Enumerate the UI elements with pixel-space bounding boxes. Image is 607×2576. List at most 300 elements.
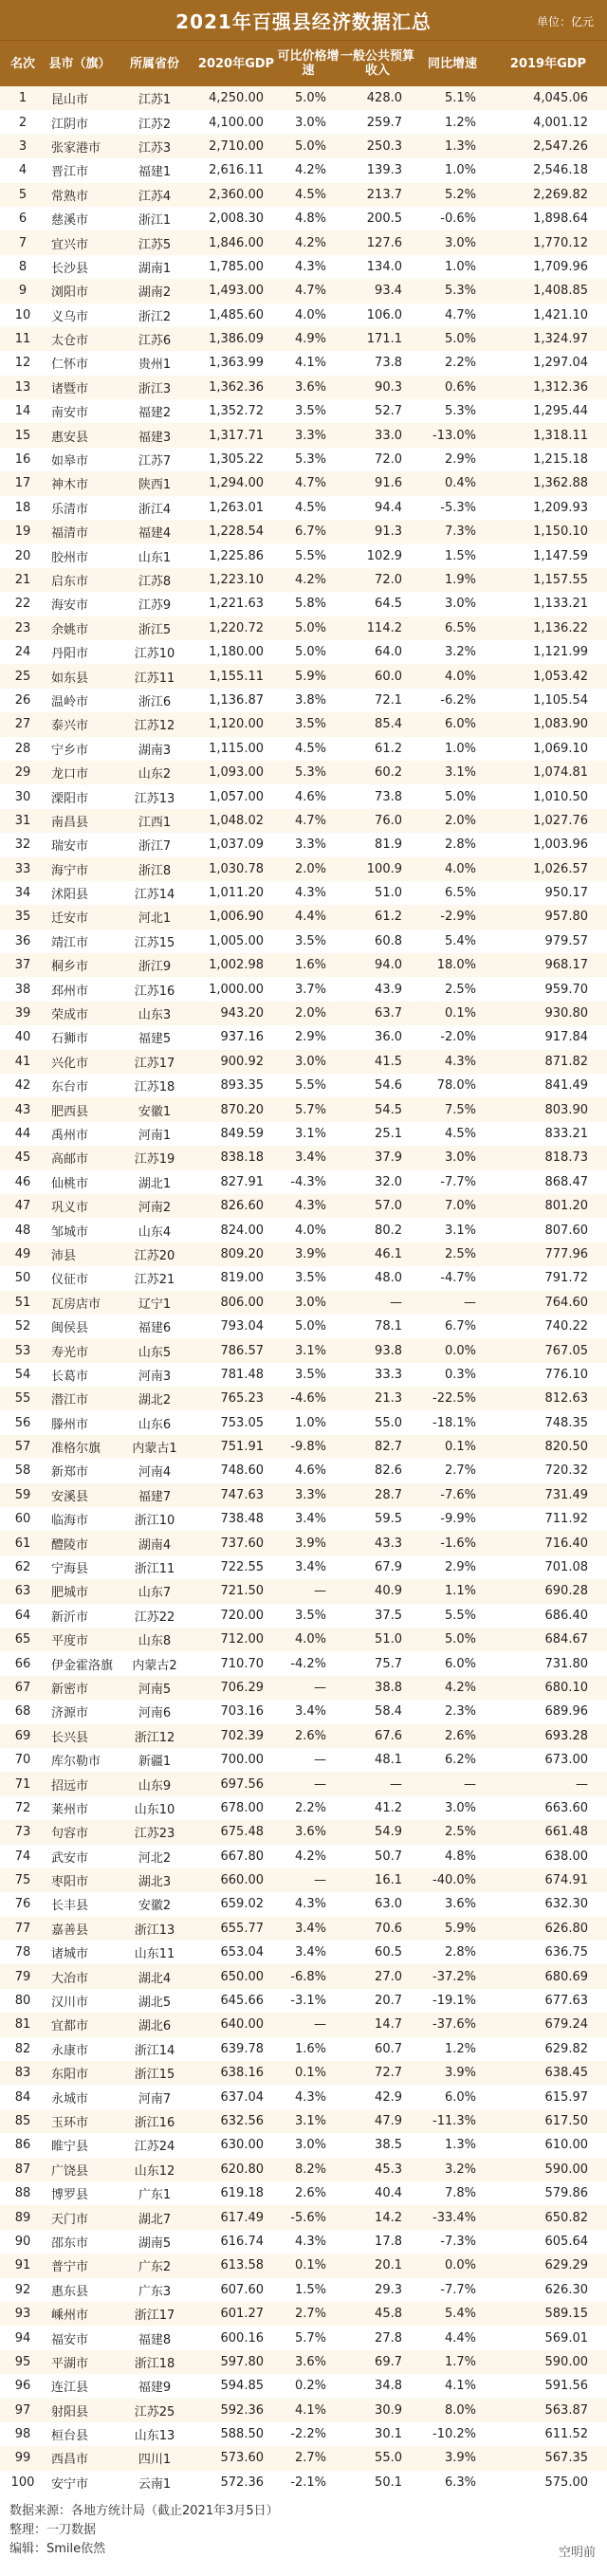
rank-cell: 17 <box>14 476 31 491</box>
yoy-cell: 1.7% <box>444 2354 476 2369</box>
county-cell: 昆山市 <box>51 93 89 108</box>
gdp2020-cell: 737.60 <box>220 1536 264 1551</box>
province-cell: 江苏15 <box>134 935 175 950</box>
province-cell: 浙江16 <box>134 2116 175 2130</box>
table-row <box>0 351 607 375</box>
revenue-cell: 81.9 <box>375 837 402 853</box>
revenue-cell: 72.1 <box>375 692 402 708</box>
gdp2019-cell: 833.21 <box>544 1126 588 1141</box>
gdp2020-cell: 809.20 <box>220 1246 264 1261</box>
gdp2020-cell: 1,057.00 <box>209 789 264 804</box>
gdp2020-cell: 943.20 <box>220 1006 264 1021</box>
growth-cell: 3.5% <box>294 1367 326 1382</box>
county-cell: 沛县 <box>51 1248 77 1263</box>
gdp2019-cell: 959.70 <box>544 982 588 997</box>
gdp2019-cell: 950.17 <box>544 886 588 901</box>
revenue-cell: 55.0 <box>375 1415 402 1430</box>
growth-cell: 3.0% <box>294 2138 326 2153</box>
col-gdp2019: 2019年GDP <box>509 56 587 71</box>
gdp2019-cell: 801.20 <box>544 1199 588 1214</box>
county-cell: 新沂市 <box>51 1610 89 1625</box>
gdp2020-cell: 1,221.63 <box>209 597 264 612</box>
gdp2019-cell: 791.72 <box>544 1271 588 1286</box>
province-cell: 河南2 <box>138 1201 172 1216</box>
rank-cell: 69 <box>14 1728 31 1743</box>
revenue-cell: 91.3 <box>375 524 402 540</box>
yoy-cell: 3.1% <box>444 1223 476 1238</box>
rank-cell: 87 <box>14 2162 31 2177</box>
rank-cell: 27 <box>14 717 31 732</box>
gdp2020-cell: 613.58 <box>220 2258 264 2273</box>
county-cell: 长兴县 <box>51 1730 89 1745</box>
gdp2019-cell: 803.90 <box>544 1102 588 1117</box>
gdp2019-cell: 1,157.55 <box>533 573 588 587</box>
gdp2020-cell: 1,846.00 <box>209 235 264 250</box>
yoy-cell: 2.8% <box>444 837 476 853</box>
table-row <box>0 1338 607 1362</box>
growth-cell: 5.5% <box>294 548 326 563</box>
gdp2020-cell: 597.80 <box>220 2354 264 2369</box>
gdp2019-cell: 807.60 <box>544 1223 588 1238</box>
county-cell: 睢宁县 <box>51 2140 89 2155</box>
rank-cell: 98 <box>14 2427 31 2442</box>
table-row <box>0 183 607 207</box>
gdp2019-cell: 1,770.12 <box>533 235 588 250</box>
province-cell: 陕西1 <box>138 478 172 493</box>
table-row <box>0 496 607 520</box>
gdp2020-cell: 4,250.00 <box>209 91 264 106</box>
growth-cell: 2.6% <box>294 2186 326 2201</box>
rank-cell: 25 <box>14 669 31 684</box>
revenue-cell: 46.1 <box>375 1246 402 1261</box>
revenue-cell: 16.1 <box>375 1873 402 1888</box>
yoy-cell: 1.2% <box>444 2041 476 2056</box>
growth-cell: 3.3% <box>294 428 326 443</box>
province-cell: 浙江3 <box>138 381 172 396</box>
gdp2020-cell: 659.02 <box>220 1897 264 1912</box>
yoy-cell: -11.3% <box>432 2114 476 2128</box>
county-cell: 滕州市 <box>51 1417 89 1432</box>
yoy-cell: 3.6% <box>444 1897 476 1912</box>
table-row <box>0 1531 607 1555</box>
rank-cell: 22 <box>14 597 31 612</box>
revenue-cell: 58.4 <box>375 1704 402 1720</box>
growth-cell: 1.6% <box>294 958 326 973</box>
gdp2019-cell: 1,898.64 <box>533 212 588 227</box>
province-cell: 浙江8 <box>138 863 172 878</box>
rank-cell: 32 <box>14 837 31 853</box>
growth-cell: 3.0% <box>294 1295 326 1310</box>
gdp2020-cell: 751.91 <box>220 1440 264 1455</box>
revenue-cell: 82.6 <box>375 1463 402 1479</box>
table-row <box>0 230 607 254</box>
rank-cell: 63 <box>14 1584 31 1599</box>
revenue-cell: 139.3 <box>366 163 402 178</box>
revenue-cell: 51.0 <box>375 1632 402 1647</box>
gdp2019-cell: 1,318.11 <box>533 428 588 443</box>
rank-cell: 54 <box>14 1367 31 1382</box>
county-cell: 诸暨市 <box>51 381 89 396</box>
rank-cell: 5 <box>18 187 28 202</box>
rank-cell: 95 <box>14 2354 31 2369</box>
table-row <box>0 2133 607 2157</box>
yoy-cell: 78.0% <box>436 1078 476 1094</box>
county-cell: 西昌市 <box>51 2453 89 2468</box>
gdp2019-cell: 818.73 <box>544 1150 588 1166</box>
rank-cell: 13 <box>14 379 31 395</box>
growth-cell: 2.0% <box>294 1006 326 1021</box>
province-cell: 广东1 <box>138 2188 172 2203</box>
revenue-cell: 91.6 <box>375 476 402 491</box>
table-row <box>0 135 607 158</box>
county-cell: 安溪县 <box>51 1489 89 1504</box>
growth-cell: 4.5% <box>294 187 326 202</box>
revenue-cell: 69.7 <box>375 2354 402 2369</box>
rank-cell: 67 <box>14 1680 31 1695</box>
county-cell: 枣阳市 <box>51 1875 89 1890</box>
gdp2020-cell: 2,616.11 <box>209 163 264 178</box>
county-cell: 库尔勒市 <box>51 1755 101 1770</box>
gdp2019-cell: 776.10 <box>544 1367 588 1382</box>
yoy-cell: -2.9% <box>440 910 476 925</box>
revenue-cell: 38.8 <box>375 1680 402 1695</box>
gdp2019-cell: 777.96 <box>544 1246 588 1261</box>
province-cell: 湖北4 <box>138 1971 172 1986</box>
revenue-cell: 64.5 <box>375 597 402 612</box>
rank-cell: 100 <box>10 2475 35 2490</box>
revenue-cell: 36.0 <box>375 1030 402 1045</box>
revenue-cell: 73.8 <box>375 789 402 804</box>
growth-cell: 1.5% <box>294 2282 326 2297</box>
gdp2019-cell: 1,105.54 <box>533 692 588 708</box>
table-row <box>0 712 607 736</box>
yoy-cell: 1.3% <box>444 2138 476 2153</box>
gdp2019-cell: 579.86 <box>544 2186 588 2201</box>
rank-cell: 92 <box>14 2282 31 2297</box>
revenue-cell: 67.6 <box>375 1728 402 1743</box>
province-cell: 浙江6 <box>138 694 172 709</box>
gdp2019-cell: 680.69 <box>544 1969 588 1984</box>
footer <box>0 2494 607 2576</box>
county-cell: 新郑市 <box>51 1465 89 1481</box>
province-cell: 湖南2 <box>138 285 172 301</box>
yoy-cell: -33.4% <box>432 2210 476 2225</box>
rank-cell: 97 <box>14 2402 31 2418</box>
gdp2020-cell: 620.80 <box>220 2162 264 2177</box>
province-cell: 山东11 <box>134 1947 175 1962</box>
growth-cell: 3.0% <box>294 115 326 130</box>
gdp2020-cell: 1,223.10 <box>209 573 264 587</box>
table-row <box>0 2350 607 2374</box>
growth-cell: 3.4% <box>294 1704 326 1720</box>
rank-cell: 15 <box>14 428 31 443</box>
county-cell: 瓦房店市 <box>51 1297 101 1312</box>
province-cell: 贵州1 <box>138 358 172 373</box>
rank-cell: 61 <box>14 1536 31 1551</box>
county-cell: 余姚市 <box>51 622 89 637</box>
gdp2019-cell: 1,136.22 <box>533 620 588 635</box>
gdp2020-cell: 849.59 <box>220 1126 264 1141</box>
gdp2019-cell: 563.87 <box>544 2402 588 2418</box>
yoy-cell: -2.0% <box>440 1030 476 1045</box>
gdp2019-cell: 1,297.04 <box>533 356 588 371</box>
growth-cell: 3.8% <box>294 692 326 708</box>
revenue-cell: 73.8 <box>375 356 402 371</box>
gdp2019-cell: 1,053.42 <box>533 669 588 684</box>
yoy-cell: 0.4% <box>444 476 476 491</box>
gdp2019-cell: 1,709.96 <box>533 259 588 274</box>
gdp2020-cell: 645.66 <box>220 1994 264 2009</box>
revenue-cell: 70.6 <box>375 1921 402 1936</box>
table-row <box>0 1796 607 1820</box>
growth-cell: 3.7% <box>294 982 326 997</box>
county-cell: 宜都市 <box>51 2019 89 2034</box>
county-cell: 潜江市 <box>51 1393 89 1408</box>
table-row <box>0 1579 607 1603</box>
rank-cell: 91 <box>14 2258 31 2273</box>
province-cell: 浙江11 <box>134 1562 175 1577</box>
yoy-cell: 3.0% <box>444 1150 476 1166</box>
growth-cell: 5.0% <box>294 1319 326 1334</box>
gdp2020-cell: 1,305.22 <box>209 452 264 468</box>
revenue-cell: 72.0 <box>375 573 402 587</box>
province-cell: 江苏8 <box>138 575 172 589</box>
gdp2019-cell: 1,027.76 <box>533 813 588 828</box>
rank-cell: 90 <box>14 2234 31 2249</box>
rank-cell: 24 <box>14 645 31 660</box>
growth-cell: 2.2% <box>294 1800 326 1815</box>
rank-cell: 23 <box>14 620 31 635</box>
growth-cell: 4.3% <box>294 886 326 901</box>
growth-cell: 2.0% <box>294 861 326 876</box>
revenue-cell: 14.7 <box>375 2017 402 2033</box>
revenue-cell: 60.7 <box>375 2041 402 2056</box>
gdp2019-cell: 720.32 <box>544 1463 588 1479</box>
title-bar <box>0 0 607 40</box>
table-row <box>0 1555 607 1579</box>
province-cell: 山东6 <box>138 1417 172 1432</box>
province-cell: 江苏1 <box>138 93 172 108</box>
yoy-cell: 3.0% <box>444 1800 476 1815</box>
yoy-cell: -7.6% <box>440 1487 476 1502</box>
gdp2019-cell: 1,408.85 <box>533 284 588 299</box>
province-cell: 浙江18 <box>134 2356 175 2371</box>
table-row <box>0 953 607 977</box>
gdp2019-cell: 930.80 <box>544 1006 588 1021</box>
county-cell: 惠东县 <box>51 2284 89 2299</box>
rank-cell: 59 <box>14 1487 31 1502</box>
gdp2020-cell: 617.49 <box>220 2210 264 2225</box>
gdp2019-cell: 716.40 <box>544 1536 588 1551</box>
growth-cell: 0.2% <box>294 2379 326 2394</box>
rank-cell: 82 <box>14 2041 31 2056</box>
growth-cell: -5.6% <box>290 2210 326 2225</box>
growth-cell: 3.6% <box>294 379 326 395</box>
revenue-cell: 93.4 <box>375 284 402 299</box>
revenue-cell: 27.8 <box>375 2330 402 2346</box>
rank-cell: 78 <box>14 1945 31 1960</box>
table-row <box>0 376 607 399</box>
revenue-cell: 85.4 <box>375 717 402 732</box>
gdp2019-cell: 605.64 <box>544 2234 588 2249</box>
gdp2020-cell: 712.00 <box>220 1632 264 1647</box>
table-row <box>0 86 607 110</box>
growth-cell: 3.5% <box>294 717 326 732</box>
county-cell: 博罗县 <box>51 2188 89 2203</box>
rank-cell: 44 <box>14 1126 31 1141</box>
revenue-cell: 82.7 <box>375 1440 402 1455</box>
yoy-cell: 3.2% <box>444 645 476 660</box>
table-row <box>0 1146 607 1169</box>
province-cell: 江苏13 <box>134 791 175 806</box>
gdp2020-cell: 1,120.00 <box>209 717 264 732</box>
county-cell: 东台市 <box>51 1080 89 1095</box>
revenue-cell: 134.0 <box>366 259 402 274</box>
growth-cell: 2.7% <box>294 2307 326 2322</box>
yoy-cell: 5.4% <box>444 933 476 948</box>
table-row <box>0 1459 607 1482</box>
watermark: 空明前 <box>558 2546 596 2561</box>
gdp2020-cell: 1,000.00 <box>209 982 264 997</box>
province-cell: 山东4 <box>138 1224 172 1240</box>
yoy-cell: -37.2% <box>432 1969 476 1984</box>
province-cell: 新疆1 <box>138 1755 172 1770</box>
revenue-cell: 102.9 <box>366 548 402 563</box>
gdp2020-cell: 667.80 <box>220 1849 264 1864</box>
province-cell: 湖北6 <box>138 2019 172 2034</box>
growth-cell: 2.7% <box>294 2451 326 2466</box>
table-row <box>0 207 607 230</box>
province-cell: 安徽2 <box>138 1899 172 1914</box>
gdp2020-cell: 588.50 <box>220 2427 264 2442</box>
table-row <box>0 2302 607 2326</box>
county-cell: 东阳市 <box>51 2068 89 2083</box>
province-cell: 江苏18 <box>134 1080 175 1095</box>
gdp2020-cell: 838.18 <box>220 1150 264 1166</box>
gdp2019-cell: 1,121.99 <box>533 645 588 660</box>
province-cell: 浙江9 <box>138 960 172 975</box>
gdp2019-cell: 617.50 <box>544 2114 588 2128</box>
growth-cell: 5.0% <box>294 620 326 635</box>
rank-cell: 29 <box>14 765 31 781</box>
table-row <box>0 255 607 279</box>
county-cell: 济源市 <box>51 1706 89 1721</box>
revenue-cell: 94.0 <box>375 958 402 973</box>
source-note: 数据来源：各地方统计局（截止2021年3月5日） <box>9 2504 279 2519</box>
gdp2019-cell: 1,362.88 <box>533 476 588 491</box>
rank-cell: 66 <box>14 1656 31 1671</box>
revenue-cell: 80.2 <box>375 1223 402 1238</box>
rank-cell: 19 <box>14 524 31 540</box>
gdp2019-cell: 841.49 <box>544 1078 588 1094</box>
province-cell: 江苏11 <box>134 671 175 686</box>
rank-cell: 4 <box>18 163 28 178</box>
gdp2019-cell: 868.47 <box>544 1174 588 1189</box>
col-rank: 名次 <box>9 56 35 71</box>
table-row <box>0 1917 607 1941</box>
gdp2019-cell: 731.49 <box>544 1487 588 1502</box>
table-row <box>0 158 607 182</box>
yoy-cell: 6.3% <box>444 2475 476 2490</box>
table-row <box>0 2158 607 2181</box>
revenue-cell: 37.9 <box>375 1150 402 1166</box>
rank-cell: 96 <box>14 2379 31 2394</box>
province-cell: 江苏21 <box>134 1273 175 1288</box>
growth-cell: 3.5% <box>294 1608 326 1623</box>
table-row <box>0 2422 607 2446</box>
revenue-cell: 114.2 <box>366 620 402 635</box>
county-cell: 南安市 <box>51 406 89 421</box>
table-row <box>0 448 607 471</box>
revenue-cell: 100.9 <box>366 861 402 876</box>
gdp2019-cell: 731.80 <box>544 1656 588 1671</box>
table-row <box>0 1315 607 1338</box>
gdp2019-cell: 661.48 <box>544 1825 588 1840</box>
gdp2020-cell: 655.77 <box>220 1921 264 1936</box>
gdp2019-cell: 677.63 <box>544 1994 588 2009</box>
table-row <box>0 1002 607 1025</box>
county-cell: 醴陵市 <box>51 1537 89 1553</box>
gdp2019-cell: 615.97 <box>544 2089 588 2105</box>
yoy-cell: 5.0% <box>444 1632 476 1647</box>
growth-cell: 5.7% <box>294 1102 326 1117</box>
revenue-cell: 60.8 <box>375 933 402 948</box>
province-cell: 浙江13 <box>134 1923 175 1938</box>
growth-cell: 3.6% <box>294 2354 326 2369</box>
gdp2020-cell: 2,710.00 <box>209 138 264 154</box>
rank-cell: 84 <box>14 2089 31 2105</box>
province-cell: 山东5 <box>138 1345 172 1360</box>
table-row <box>0 568 607 592</box>
gdp2020-cell: 937.16 <box>220 1030 264 1045</box>
table-row <box>0 1748 607 1772</box>
gdp2020-cell: 703.16 <box>220 1704 264 1720</box>
yoy-cell: -7.3% <box>440 2234 476 2249</box>
gdp2020-cell: 1,225.86 <box>209 548 264 563</box>
county-cell: 慈溪市 <box>51 213 89 229</box>
gdp2020-cell: 601.27 <box>220 2307 264 2322</box>
gdp2019-cell: 1,209.93 <box>533 500 588 515</box>
county-cell: 平湖市 <box>51 2356 89 2371</box>
growth-cell: — <box>314 1753 326 1768</box>
rank-cell: 18 <box>14 500 31 515</box>
gdp2019-cell: 767.05 <box>544 1343 588 1358</box>
province-cell: 浙江5 <box>138 622 172 637</box>
col-yoy: 同比增速 <box>427 56 477 71</box>
county-cell: 嵊州市 <box>51 2309 89 2324</box>
county-cell: 汉川市 <box>51 1996 89 2011</box>
rank-cell: 46 <box>14 1174 31 1189</box>
province-cell: 广东3 <box>138 2284 172 2299</box>
province-cell: 河南4 <box>138 1465 172 1481</box>
revenue-cell: 200.5 <box>366 212 402 227</box>
growth-cell: 3.3% <box>294 1487 326 1502</box>
county-cell: 仁怀市 <box>51 358 89 373</box>
table-row <box>0 664 607 688</box>
province-cell: 江苏5 <box>138 237 172 252</box>
rank-cell: 50 <box>14 1271 31 1286</box>
province-cell: 福建7 <box>138 1489 172 1504</box>
county-cell: 玉环市 <box>51 2116 89 2130</box>
gdp2019-cell: 1,324.97 <box>533 332 588 347</box>
province-cell: 山东2 <box>138 767 172 782</box>
growth-cell: 5.0% <box>294 645 326 660</box>
table-row <box>0 1651 607 1675</box>
table-row <box>0 1410 607 1434</box>
growth-cell: 4.0% <box>294 1632 326 1647</box>
table-row <box>0 905 607 929</box>
col-county: 县市（旗） <box>48 56 111 71</box>
